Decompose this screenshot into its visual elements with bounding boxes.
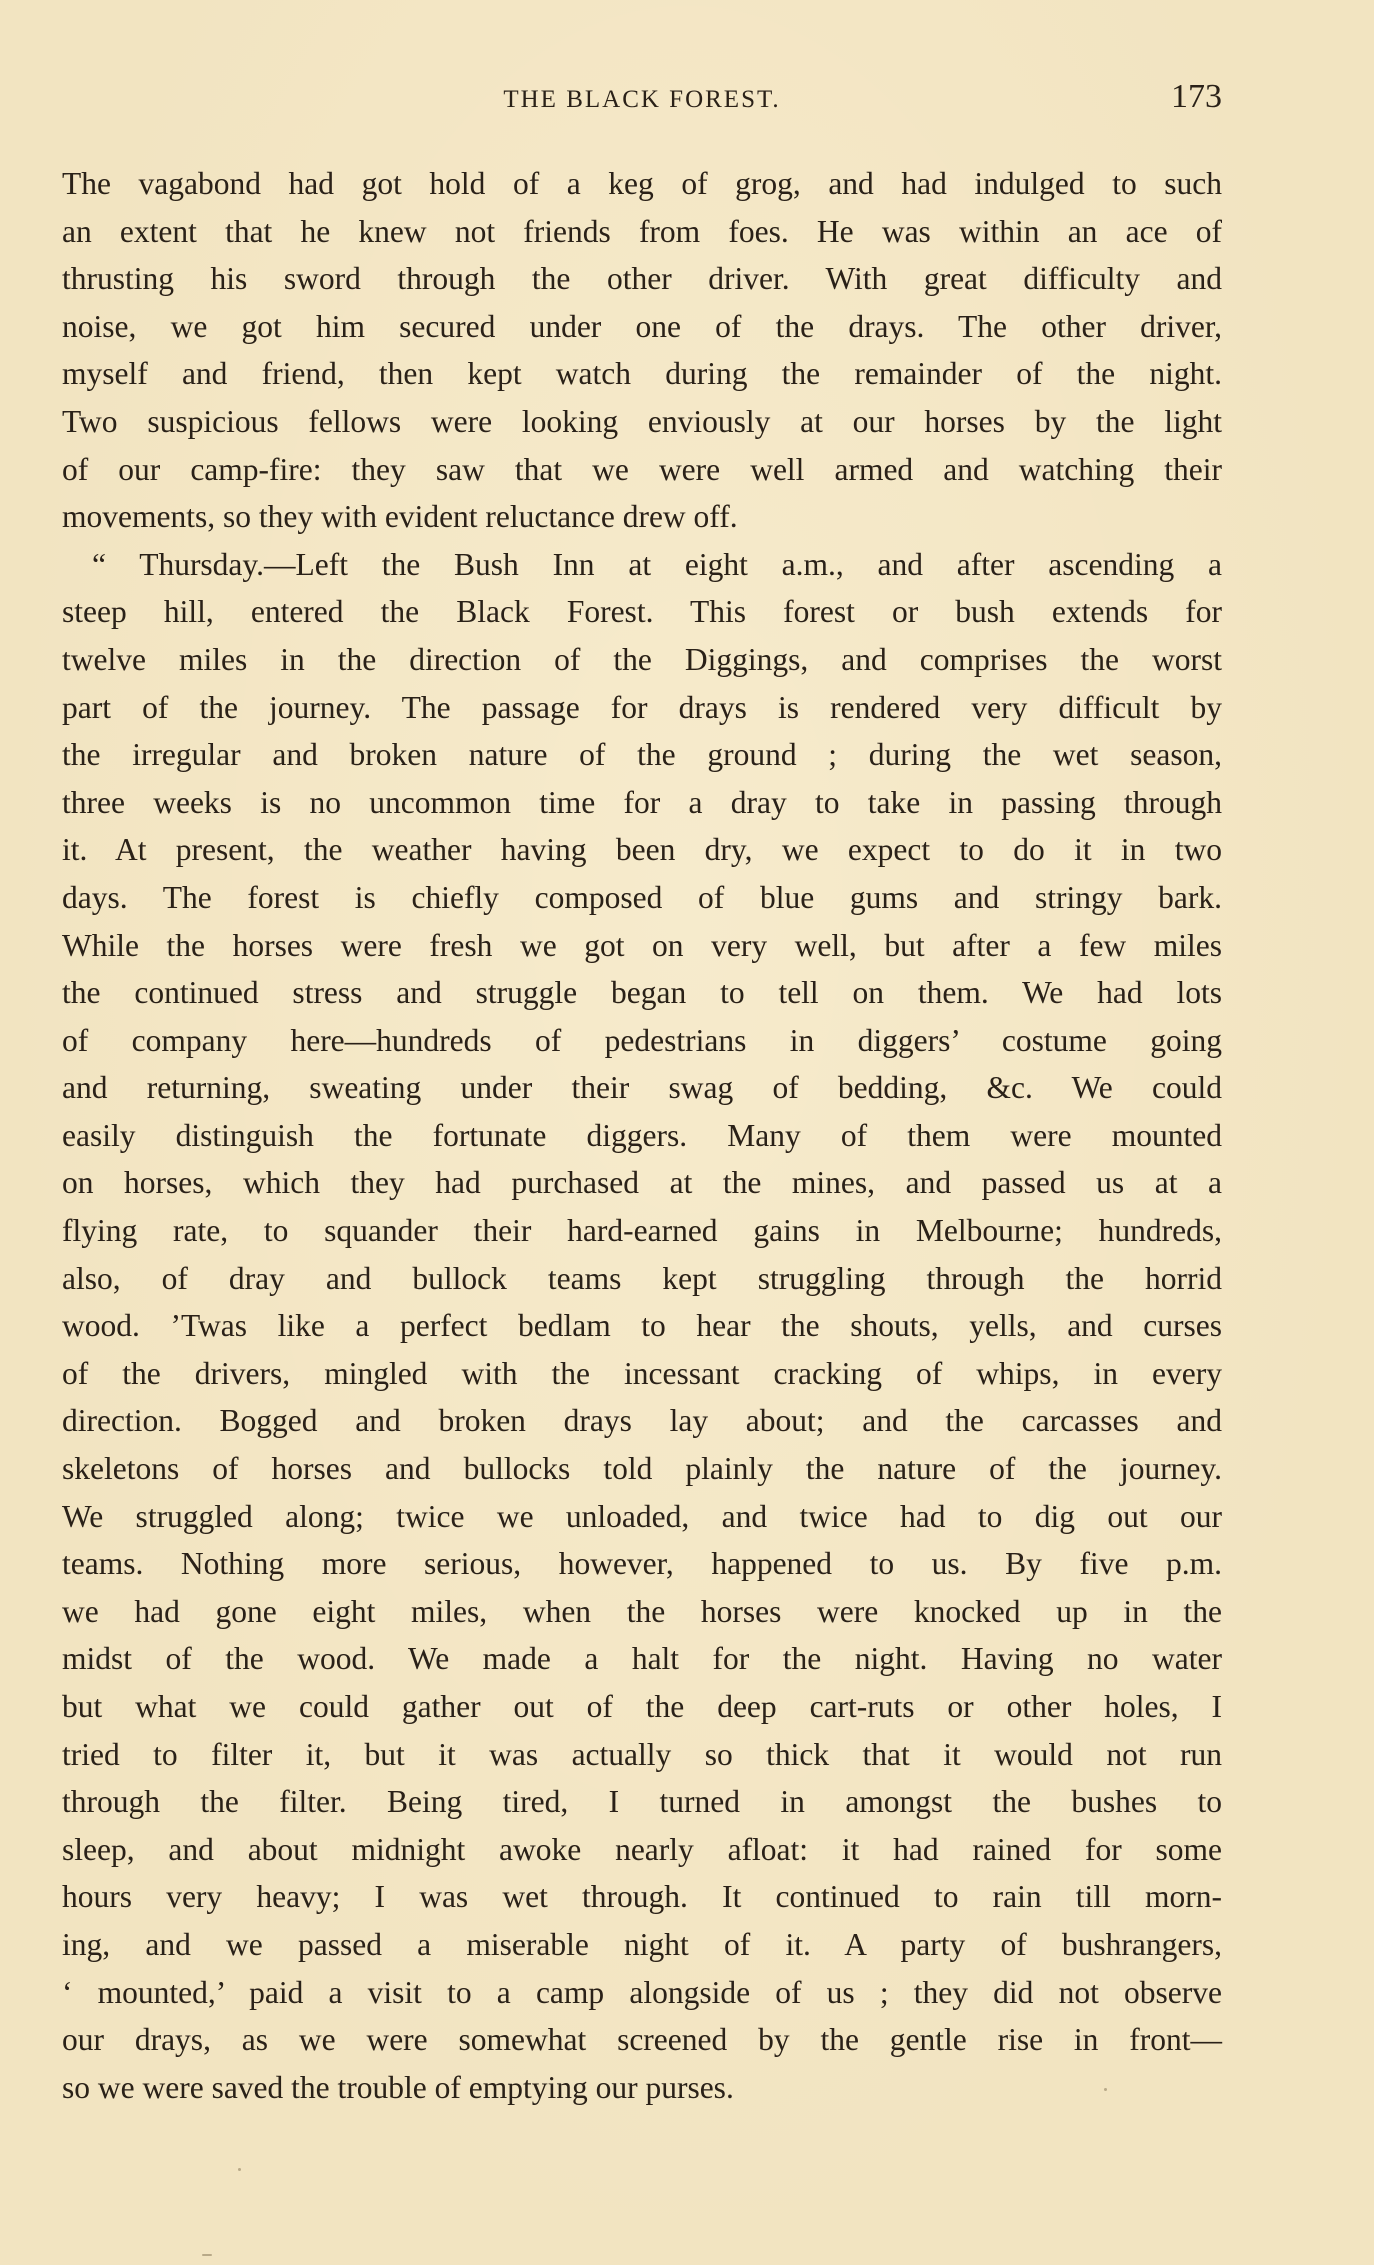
text-line: noise, we got him secured under one of the drays. The other driver, [62, 308, 1222, 344]
paper-speck [202, 2254, 212, 2256]
text-line: teams. Nothing more serious, however, happened to us. By five p.m. [62, 1546, 1222, 1582]
text-line: it. At present, the weather having been dry, we expect to do it in two [62, 832, 1222, 868]
text-line: ‘ mounted,’ paid a visit to a camp alongside of us ; they did not observe [62, 1974, 1222, 2010]
text-line: We struggled along; twice we unloaded, and twice had to dig out our [62, 1498, 1222, 1534]
text-line: movements, so they with evident reluctance drew off. [62, 499, 738, 535]
text-line: easily distinguish the fortunate diggers. Many of them were mounted [62, 1117, 1222, 1153]
text-line: the continued stress and struggle began to tell on them. We had lots [62, 975, 1222, 1011]
text-line: the irregular and broken nature of the ground ; during the wet season, [62, 737, 1222, 773]
text-line: twelve miles in the direction of the Diggings, and comprises the worst [62, 641, 1222, 677]
text-line: The vagabond had got hold of a keg of grog, and had indulged to such [62, 166, 1222, 201]
text-line: sleep, and about midnight awoke nearly afloat: it had rained for some [62, 1831, 1222, 1867]
page-number: 173 [1171, 78, 1222, 115]
paper-speck [238, 2168, 241, 2171]
text-line: also, of dray and bullock teams kept struggling through the horrid [62, 1260, 1222, 1296]
text-line: steep hill, entered the Black Forest. This forest or bush extends for [62, 594, 1222, 630]
text-line: and returning, sweating under their swag of bedding, &c. We could [62, 1070, 1222, 1106]
text-line: While the horses were fresh we got on very well, but after a few miles [62, 927, 1222, 963]
text-line: part of the journey. The passage for drays is rendered very difficult by [62, 689, 1222, 725]
text-line: three weeks is no uncommon time for a dray to take in passing through [62, 784, 1222, 820]
text-line: of company here—hundreds of pedestrians in diggers’ costume going [62, 1022, 1222, 1058]
text-line: direction. Bogged and broken drays lay about; and the carcasses and [62, 1403, 1222, 1439]
text-line: on horses, which they had purchased at the mines, and passed us at a [62, 1165, 1222, 1201]
text-line: but what we could gather out of the deep cart-ruts or other holes, I [62, 1689, 1222, 1724]
text-line: we had gone eight miles, when the horses were knocked up in the [62, 1593, 1222, 1629]
text-line: our drays, as we were somewhat screened by the gentle rise in front— [62, 2022, 1222, 2058]
body-text [62, 160, 1222, 2111]
text-line: so we were saved the trouble of emptying our purses. [62, 2069, 734, 2105]
running-header [62, 78, 1222, 128]
text-line: skeletons of horses and bullocks told plainly the nature of the journey. [62, 1451, 1222, 1487]
text-line: an extent that he knew not friends from foes. He was within an ace of [62, 213, 1222, 249]
text-line: of our camp-fire: they saw that we were well armed and watching their [62, 451, 1222, 487]
text-line: ing, and we passed a miserable night of it. A party of bushrangers, [62, 1926, 1222, 1962]
text-line: through the filter. Being tired, I turned in amongst the bushes to [62, 1784, 1222, 1820]
text-line: days. The forest is chiefly composed of blue gums and stringy bark. [62, 879, 1222, 915]
text-line: thrusting his sword through the other driver. With great difficulty and [62, 261, 1222, 297]
text-line: flying rate, to squander their hard-earned gains in Melbourne; hundreds, [62, 1213, 1222, 1249]
text-line: “ Thursday.—Left the Bush Inn at eight a.m., and after ascending a [92, 546, 1222, 582]
text-line: wood. ’Twas like a perfect bedlam to hear the shouts, yells, and curses [62, 1308, 1222, 1344]
text-line: myself and friend, then kept watch during the remainder of the night. [62, 356, 1222, 392]
text-line: of the drivers, mingled with the incessant cracking of whips, in every [62, 1355, 1222, 1391]
paper-speck [1104, 2088, 1107, 2091]
text-line: Two suspicious fellows were looking enviously at our horses by the light [62, 403, 1222, 439]
text-line: midst of the wood. We made a halt for the night. Having no water [62, 1641, 1222, 1677]
text-line: tried to filter it, but it was actually so thick that it would not run [62, 1736, 1222, 1772]
text-line: hours very heavy; I was wet through. It continued to rain till morn- [62, 1879, 1222, 1915]
running-title: THE BLACK FOREST. [503, 86, 781, 113]
